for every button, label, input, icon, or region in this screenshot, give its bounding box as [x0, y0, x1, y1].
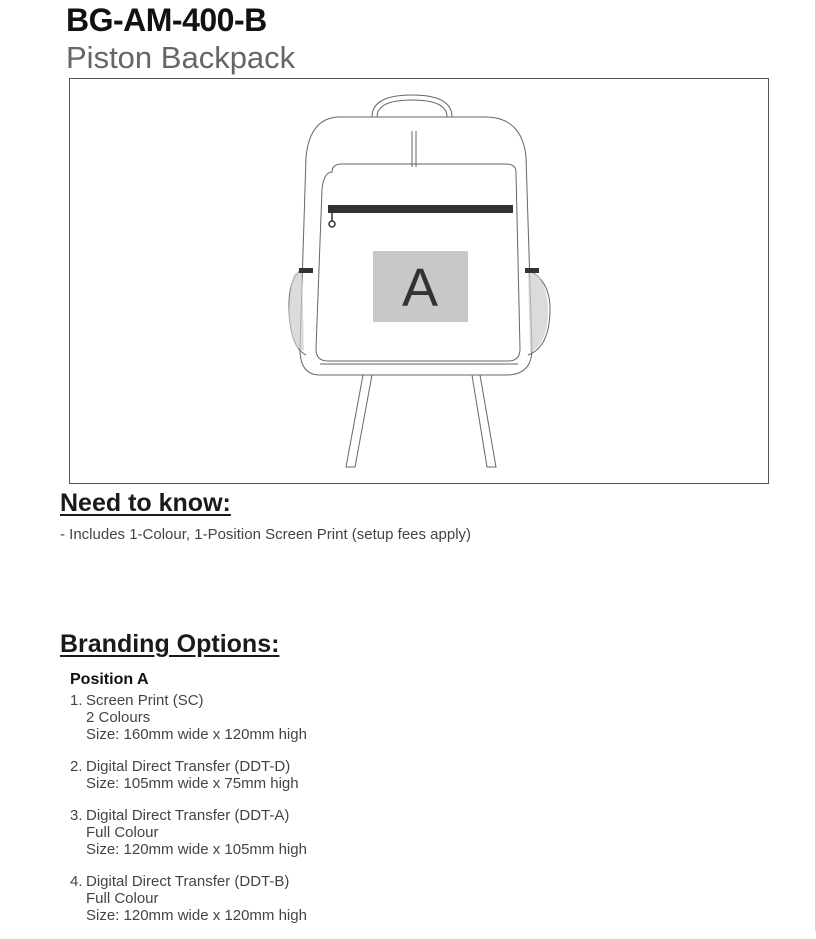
branding-option: [70, 692, 307, 743]
stand-leg-right: [472, 375, 496, 467]
backpack-handle: [372, 95, 452, 117]
need-to-know-item: - Includes 1-Colour, 1-Position Screen Print (setup fees apply): [60, 526, 472, 543]
zipper-pull-icon: [329, 221, 335, 227]
option-size: Size: 160mm wide x 120mm high: [86, 726, 307, 743]
option-method: Screen Print (SC): [86, 692, 204, 709]
option-size: Size: 120mm wide x 120mm high: [86, 907, 307, 924]
option-number: 1.: [70, 692, 83, 709]
branding-option: [70, 758, 307, 792]
option-colour: Full Colour: [86, 824, 159, 841]
option-colour: Full Colour: [86, 890, 159, 907]
position-marker: A: [401, 258, 439, 318]
option-colour: 2 Colours: [86, 709, 151, 726]
option-method: Digital Direct Transfer (DDT-A): [86, 807, 290, 824]
backpack-illustration: [70, 79, 770, 485]
option-method: Digital Direct Transfer (DDT-D): [86, 758, 291, 775]
option-size: Size: 120mm wide x 105mm high: [86, 841, 307, 858]
stand-leg-left: [346, 375, 372, 467]
option-number: 3.: [70, 807, 83, 824]
branding-option: [70, 807, 307, 858]
branding-options-list: [70, 692, 307, 939]
zipper: [328, 205, 513, 213]
position-title: Position A: [70, 671, 149, 688]
option-number: 2.: [70, 758, 83, 775]
option-number: 4.: [70, 873, 83, 890]
option-size: Size: 105mm wide x 75mm high: [86, 775, 299, 792]
branding-option: [70, 873, 307, 924]
branding-heading: Branding Options:: [60, 630, 280, 658]
product-name: Piston Backpack: [66, 40, 296, 75]
product-code: BG-AM-400-B: [66, 2, 267, 38]
option-method: Digital Direct Transfer (DDT-B): [86, 873, 290, 890]
product-illustration-frame: [69, 78, 769, 484]
need-to-know-heading: Need to know:: [60, 489, 231, 517]
